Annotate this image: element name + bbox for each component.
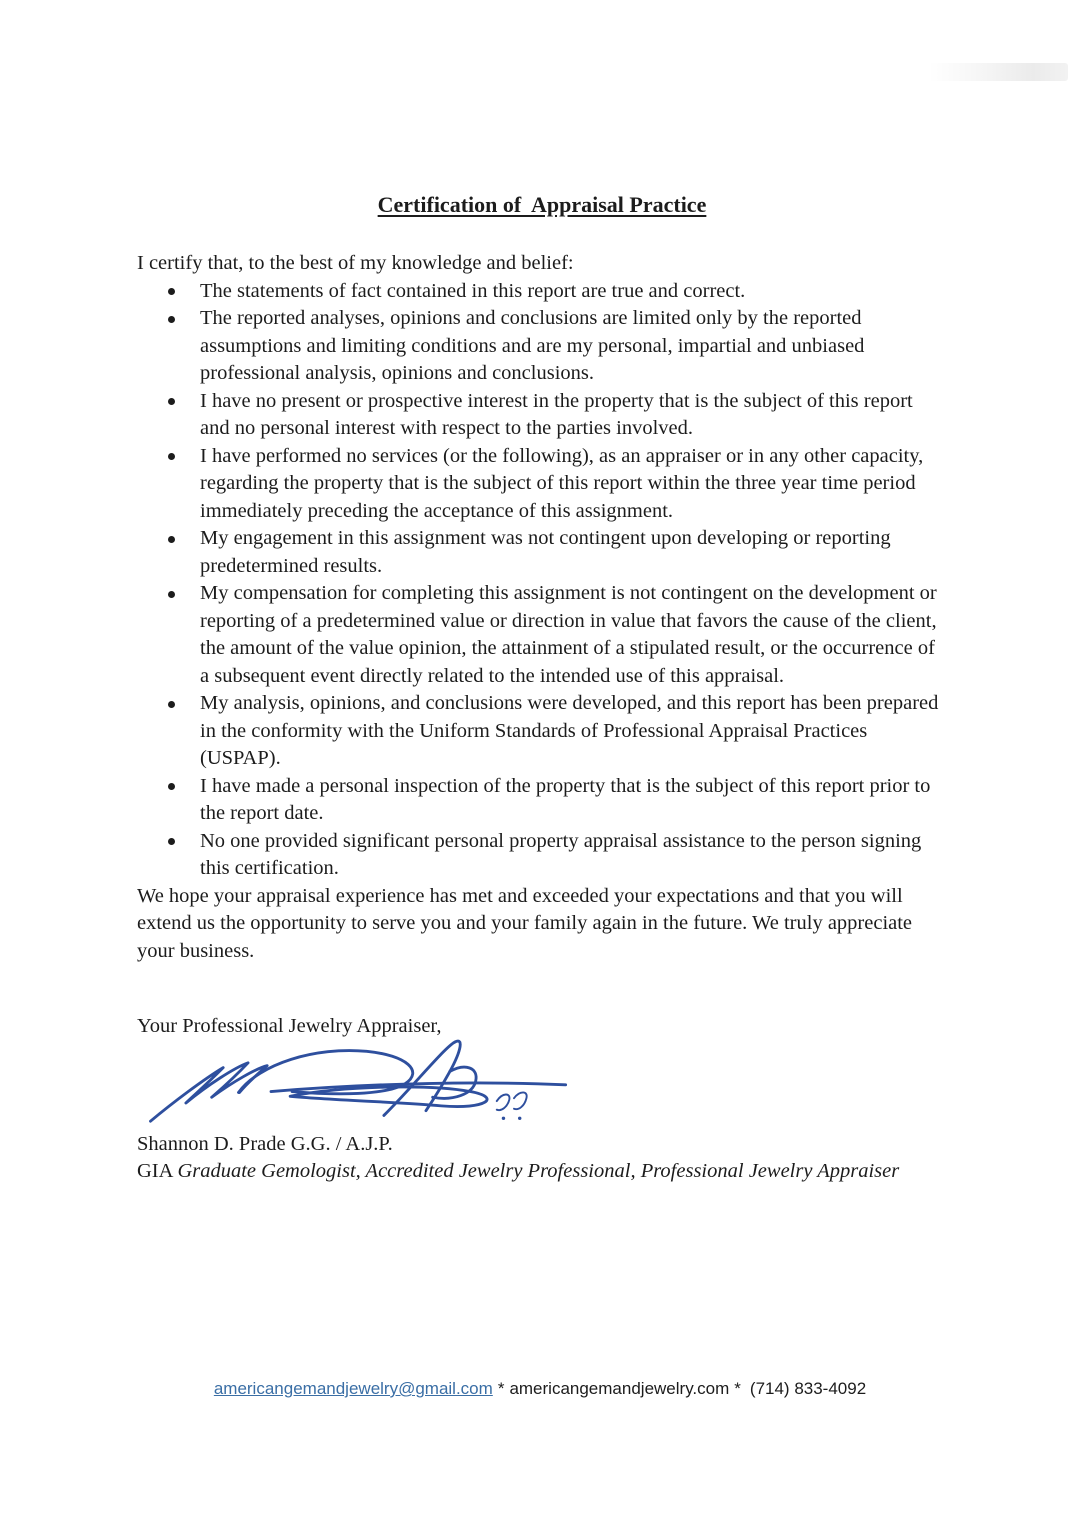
certification-statement: I have no present or prospective interest in the property that is the subject of this report and no personal interest with respect to the parties involved. <box>137 388 947 443</box>
certification-statement: The statements of fact contained in this report are true and correct. <box>137 278 947 306</box>
signer-credentials <box>137 1158 947 1186</box>
document-content <box>137 0 947 1186</box>
certification-statement: My analysis, opinions, and conclusions were developed, and this report has been prepared in the conformity with the Uniform Standards of Professional Appraisal Practices (USPAP). <box>137 690 947 773</box>
email-link[interactable]: americangemandjewelry@gmail.com <box>213 1379 493 1398</box>
footer-separator: * <box>734 1379 741 1398</box>
gia-label: GIA <box>137 1160 173 1182</box>
website-text: americangemandjewelry.com <box>509 1379 730 1398</box>
handwritten-signature <box>137 1037 947 1125</box>
certification-list <box>137 278 947 883</box>
certification-statement: The reported analyses, opinions and conclusions are limited only by the reported assumptions and limiting conditions and are my personal, impartial and unbiased professional analysis, opinions and conclusions. <box>137 305 947 388</box>
signer-name: Shannon D. Prade G.G. / A.J.P. <box>137 1132 393 1155</box>
certification-statement: My compensation for completing this assignment is not contingent on the development or reporting of a predetermined value or direction in value that favors the cause of the client, the amount of the value opinion, the attainment of a stipulated result, or the occurrence of a subsequent event directly related to the intended use of this appraisal. <box>137 580 947 690</box>
footer-separator: * <box>497 1379 505 1398</box>
salutation: Your Professional Jewelry Appraiser, <box>137 1015 442 1037</box>
signature-ink <box>137 1037 582 1125</box>
phone-text: (714) 833-4092 <box>749 1379 867 1398</box>
certification-statement: I have performed no services (or the following), as an appraiser or in any other capacity, regarding the property that is the subject of this report within the three year time period immediately preceding the acceptance of this assignment. <box>137 443 947 526</box>
credentials-titles: Graduate Gemologist, Accredited Jewelry Professional, Professional Jewelry Appraiser <box>177 1160 900 1182</box>
scan-artifact <box>928 63 1068 81</box>
certification-statement: I have made a personal inspection of the property that is the subject of this report prior to the report date. <box>137 773 947 828</box>
certification-statement: No one provided significant personal property appraisal assistance to the person signing this certification. <box>137 828 947 883</box>
closing-paragraph: We hope your appraisal experience has met and exceeded your expectations and that you will extend us the opportunity to serve you and your family again in the future. We truly appreciate your business. <box>137 884 913 962</box>
document-title: Certification of Appraisal Practice <box>377 192 707 217</box>
certification-intro: I certify that, to the best of my knowledge and belief: <box>137 252 574 274</box>
page-footer <box>0 1378 1080 1400</box>
certification-statement: My engagement in this assignment was not contingent upon developing or reporting predetermined results. <box>137 525 947 580</box>
